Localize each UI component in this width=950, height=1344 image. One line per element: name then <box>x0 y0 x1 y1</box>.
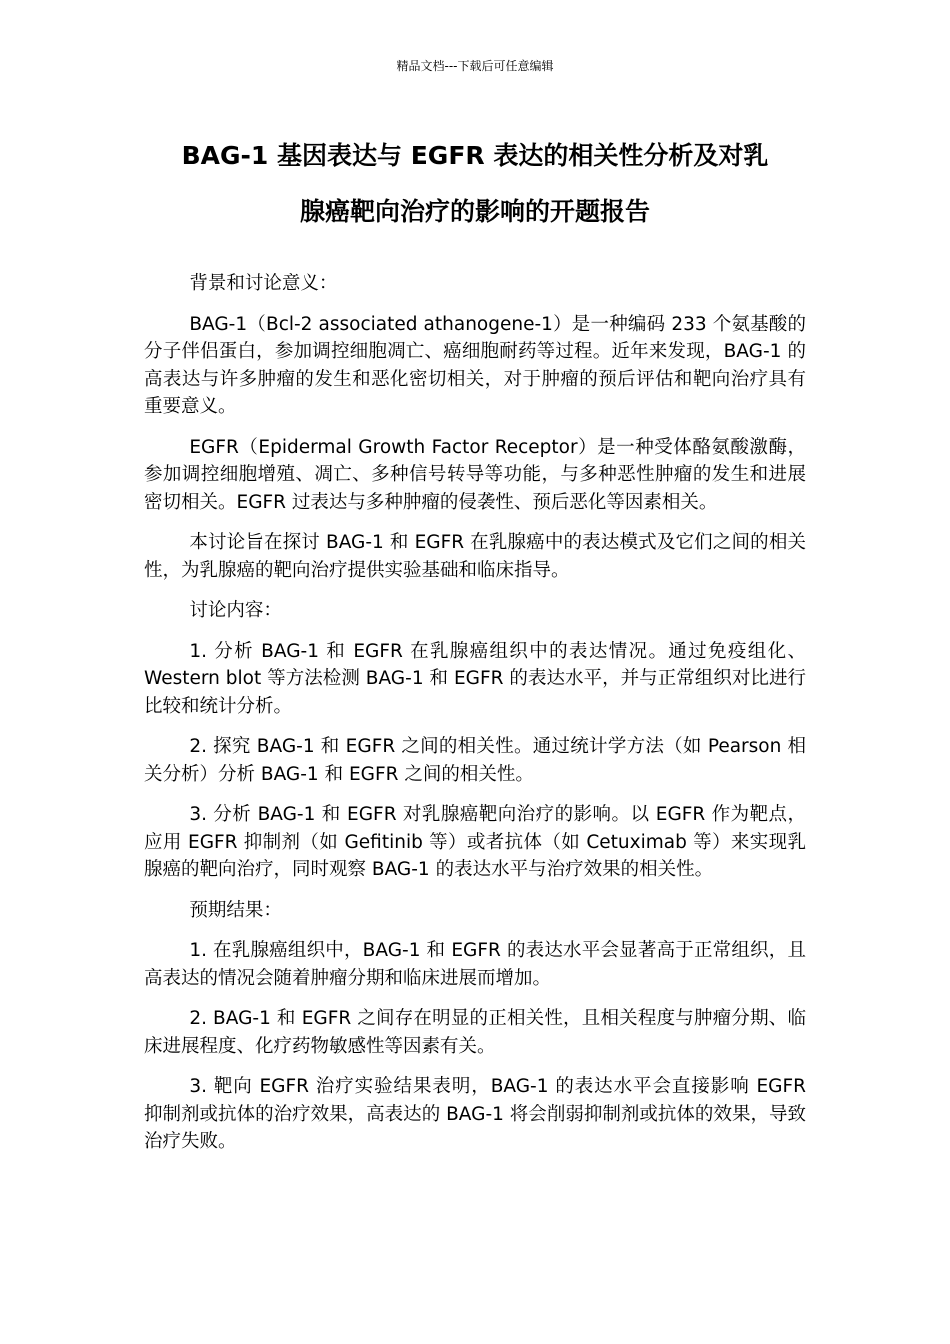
content-item-2: 2. 探究 BAG-1 和 EGFR 之间的相关性。通过统计学方法（如 Pearson 相关分析）分析 BAG-1 和 EGFR 之间的相关性。 <box>144 736 806 785</box>
document-title-line-2: 腺癌靶向治疗的影响的开题报告 <box>299 197 650 226</box>
paragraph-egfr-intro: EGFR（Epidermal Growth Factor Receptor）是一种受体酪氨酸激酶，参加调控细胞增殖、凋亡、多种信号转导等功能，与多种恶性肿瘤的发生和进展密切相关。EGFR 过表达与多种肿瘤的侵袭性、预后恶化等因素相关。 <box>144 436 806 513</box>
content-item-3: 3. 分析 BAG-1 和 EGFR 对乳腺癌靶向治疗的影响。以 EGFR 作为靶点，应用 EGFR 抑制剂（如 Gefitinib 等）或者抗体（如 Cetuximab 等）来实现乳腺癌的靶向治疗，同时观察 BAG-1 的表达水平与治疗效果的相关性。 <box>144 804 806 880</box>
section-heading-content: 讨论内容： <box>189 600 282 621</box>
document-body <box>144 270 806 1169</box>
result-item-1: 1. 在乳腺癌组织中，BAG-1 和 EGFR 的表达水平会显著高于正常组织，且高表达的情况会随着肿瘤分期和临床进展而增加。 <box>144 940 806 989</box>
result-item-3: 3. 靶向 EGFR 治疗实验结果表明，BAG-1 的表达水平会直接影响 EGFR 抑制剂或抗体的治疗效果，高表达的 BAG-1 将会削弱抑制剂或抗体的效果，导致治疗失败。 <box>144 1076 806 1152</box>
section-heading-expected-results: 预期结果： <box>189 899 282 921</box>
document-title-line-1: BAG-1 基因表达与 EGFR 表达的相关性分析及对乳 <box>181 141 769 170</box>
section-heading-background: 背景和讨论意义： <box>189 273 338 294</box>
paragraph-bag1-intro: BAG-1（Bcl-2 associated athanogene-1）是一种编码 233 个氨基酸的分子伴侣蛋白，参加调控细胞凋亡、癌细胞耐药等过程。近年来发现，BAG-1 的高表达与许多肿瘤的发生和恶化密切相关，对于肿瘤的预后评估和靶向治疗具有重要意义。 <box>144 313 806 417</box>
result-item-2: 2. BAG-1 和 EGFR 之间存在明显的正相关性，且相关程度与肿瘤分期、临床进展程度、化疗药物敏感性等因素有关。 <box>144 1008 806 1057</box>
content-item-1: 1. 分析 BAG-1 和 EGFR 在乳腺癌组织中的表达情况。通过免疫组化、Western blot 等方法检测 BAG-1 和 EGFR 的表达水平，并与正常组织对比进行比较和统计分析。 <box>144 640 806 717</box>
paragraph-study-aim: 本讨论旨在探讨 BAG-1 和 EGFR 在乳腺癌中的表达模式及它们之间的相关性，为乳腺癌的靶向治疗提供实验基础和临床指导。 <box>144 532 806 581</box>
page-header-note: 精品文档---下载后可任意编辑 <box>396 59 554 73</box>
